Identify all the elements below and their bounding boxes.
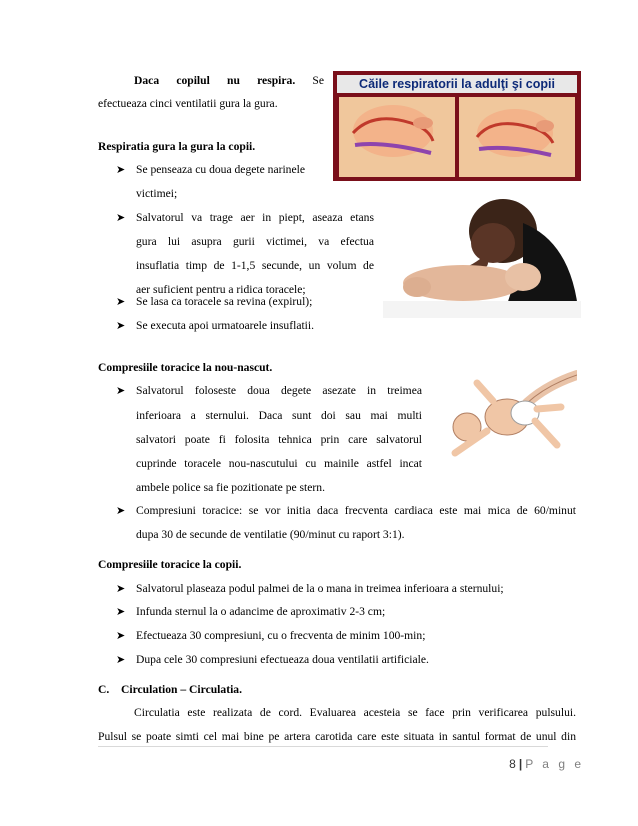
section1-title: Respiratia gura la gura la copii.	[98, 140, 256, 153]
page-footer	[509, 757, 584, 771]
para1-line2: efectueaza cinci ventilatii gura la gura.	[98, 97, 278, 110]
s3-b3: Efectueaza 30 compresiuni, cu o frecventa de minim 100-min;	[136, 629, 426, 642]
s2-b1-l3: salvatori poate fi folosita tehnica prin care salvatorul	[136, 433, 422, 446]
footer-separator: |	[518, 757, 523, 771]
figure1-caption: Căile respiratorii la adulţi şi copii	[337, 75, 577, 93]
word: copilul	[176, 74, 210, 87]
sectionC-para-line2: Pulsul se poate simti cel mai bine pe artera carotida care este situata in santul format de unul din	[98, 730, 576, 743]
s1-b2-l3: insuflatia timp de 1-1,5 secunde, un volum de	[136, 259, 374, 272]
s2-b1-l2: inferioara a sternului. Daca sunt doi sau mai multi	[136, 409, 422, 422]
section2-title: Compresiile toracice la nou-nascut.	[98, 361, 273, 374]
infant-compression-illustration	[437, 355, 577, 473]
section3-title: Compresiile toracice la copii.	[98, 558, 242, 571]
s1-b3-l1: Se lasa ca toracele sa revina (expirul);	[136, 295, 313, 308]
arrow-bullet-icon: ➤	[116, 163, 126, 176]
page-word: P a g e	[525, 757, 584, 771]
s2-b2-l1: Compresiuni toracice: se vor initia daca frecventa cardiaca este mai mica de 60/minut	[136, 504, 576, 517]
word: Se	[312, 74, 324, 87]
footer-divider	[98, 746, 548, 747]
arrow-bullet-icon: ➤	[116, 653, 126, 666]
arrow-bullet-icon: ➤	[116, 605, 126, 618]
s2-b1-l1: Salvatorul foloseste doua degete asezate in treimea	[136, 384, 422, 397]
arrow-bullet-icon: ➤	[116, 504, 126, 517]
s2-b1-l5: ambele police sa fie pozitionate pe stern.	[136, 481, 325, 494]
airway-illustration	[333, 71, 581, 181]
sectionC-title: Circulation – Circulatia.	[121, 683, 242, 696]
s1-b4-l1: Se executa apoi urmatoarele insuflatii.	[136, 319, 315, 332]
sectionC-para-line1: Circulatia este realizata de cord. Evaluarea acesteia se face prin verificarea pulsului.	[134, 706, 576, 719]
arrow-bullet-icon: ➤	[116, 319, 126, 332]
arrow-bullet-icon: ➤	[116, 384, 126, 397]
s3-b1: Salvatorul plaseaza podul palmei de la o mana in treimea inferioara a sternului;	[136, 582, 504, 595]
s1-b1-l1: Se penseaza cu doua degete narinele	[136, 163, 305, 176]
word: respira.	[257, 74, 296, 87]
arrow-bullet-icon: ➤	[116, 211, 126, 224]
s1-b2-l2: gura lui asupra gurii victimei, va efectua	[136, 235, 374, 248]
arrow-bullet-icon: ➤	[116, 582, 126, 595]
s1-b2-l1: Salvatorul va trage aer in piept, aseaza etans	[136, 211, 374, 224]
s3-b2: Infunda sternul la o adancime de aproximativ 2-3 cm;	[136, 605, 386, 618]
word: nu	[227, 74, 240, 87]
word: Daca	[134, 74, 160, 87]
s3-b4: Dupa cele 30 compresiuni efectueaza doua ventilatii artificiale.	[136, 653, 429, 666]
para1-line1	[134, 75, 324, 87]
s1-b1-l2: victimei;	[136, 187, 178, 200]
arrow-bullet-icon: ➤	[116, 295, 126, 308]
arrow-bullet-icon: ➤	[116, 629, 126, 642]
s2-b2-l2: dupa 30 de secunde de ventilatie (90/minut cu raport 3:1).	[136, 528, 405, 541]
page-number: 8	[509, 757, 516, 771]
s2-b1-l4: cuprinde toracele nou-nascutului cu mainile astfel incat	[136, 457, 422, 470]
s1-b2-l4: aer suficient pentru a ridica toracele;	[136, 283, 306, 296]
infant-breathing-photo	[383, 183, 581, 318]
sectionC-label: C.	[98, 683, 110, 696]
